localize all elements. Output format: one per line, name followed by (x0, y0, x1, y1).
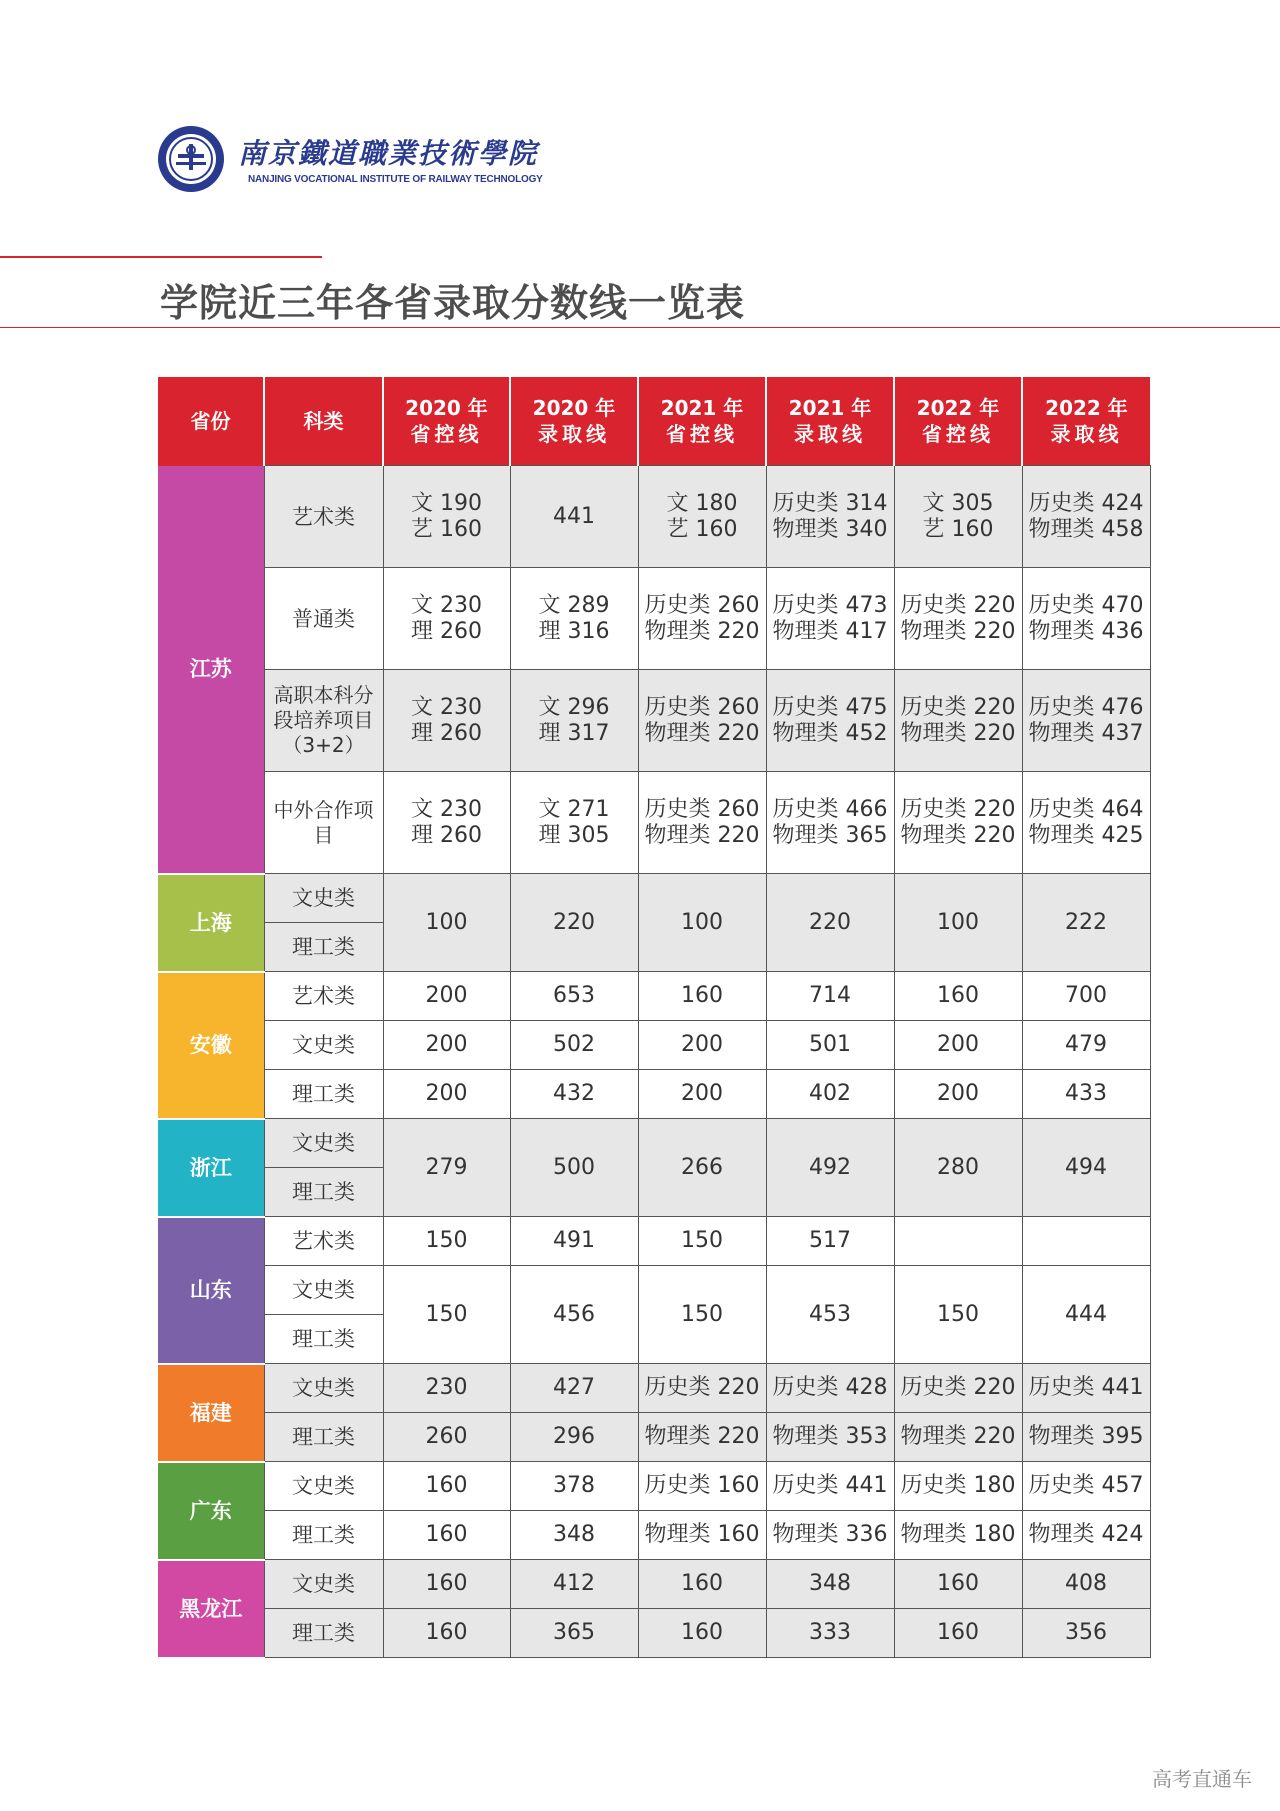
header-year: 2020 年 (405, 396, 488, 420)
score-line: 历史类 260 (644, 592, 760, 618)
category-cell: 理工类 (264, 1168, 383, 1217)
header-2020-control (383, 377, 510, 466)
score-cell: 物理类 336 (766, 1511, 894, 1560)
score-cell: 479 (1022, 1021, 1150, 1070)
score-cell: 279 (383, 1119, 510, 1217)
score-cell: 160 (638, 1609, 766, 1658)
score-cell: 432 (510, 1070, 638, 1119)
score-cell: 296 (510, 1413, 638, 1462)
score-cell: 160 (638, 1560, 766, 1609)
score-cell (1022, 466, 1150, 568)
score-line: 历史类 476 (1028, 694, 1144, 720)
score-cell: 物理类 220 (638, 1413, 766, 1462)
score-cell (1022, 670, 1150, 772)
school-name-en: NANJING VOCATIONAL INSTITUTE OF RAILWAY TECHNOLOGY (248, 174, 543, 185)
score-cell (383, 568, 510, 670)
province-cell: 浙江 (158, 1119, 264, 1217)
score-cell: 348 (510, 1511, 638, 1560)
score-cell: 160 (383, 1462, 510, 1511)
score-cell: 402 (766, 1070, 894, 1119)
table-row (158, 1413, 1150, 1462)
category-cell: 理工类 (264, 1070, 383, 1119)
score-line: 物理类 437 (1028, 720, 1144, 746)
province-cell: 黑龙江 (158, 1560, 264, 1658)
score-cell: 200 (894, 1070, 1022, 1119)
watermark: 高考直通车 (1152, 1767, 1252, 1791)
score-line: 历史类 260 (644, 694, 760, 720)
score-cell: 历史类 160 (638, 1462, 766, 1511)
score-cell: 物理类 395 (1022, 1413, 1150, 1462)
score-cell: 物理类 160 (638, 1511, 766, 1560)
table-row (158, 1511, 1150, 1560)
score-cell: 100 (638, 874, 766, 972)
header-province: 省份 (158, 377, 264, 466)
header-label: 录取线 (1050, 422, 1123, 446)
score-line: 物理类 220 (900, 822, 1016, 848)
score-cell: 200 (383, 1021, 510, 1070)
score-cell: 222 (1022, 874, 1150, 972)
score-line: 文 296 (538, 694, 610, 720)
province-cell: 上海 (158, 874, 264, 972)
score-line: 文 271 (538, 796, 610, 822)
score-cell (510, 772, 638, 874)
table-row (158, 972, 1150, 1021)
school-name-cn: 南京鐵道職業技術學院 (238, 137, 539, 170)
score-line: 历史类 220 (900, 796, 1016, 822)
score-line: 文 305 (922, 490, 994, 516)
table-row (158, 670, 1150, 772)
score-line: 物理类 425 (1028, 822, 1144, 848)
score-line: 441 (553, 503, 595, 529)
score-cell: 260 (383, 1413, 510, 1462)
table-row (158, 1560, 1150, 1609)
page-title: 学院近三年各省录取分数线一览表 (160, 281, 746, 325)
score-line: 物理类 220 (900, 720, 1016, 746)
header-year: 2021 年 (660, 396, 744, 420)
header-label: 省控线 (922, 422, 994, 446)
title-accent-rule (0, 256, 322, 258)
score-line: 艺 160 (666, 516, 738, 542)
score-line: 文 230 (411, 592, 482, 618)
score-cell (1022, 1217, 1150, 1266)
score-line: 历史类 466 (772, 796, 888, 822)
score-line: 艺 160 (411, 516, 482, 542)
score-cell: 266 (638, 1119, 766, 1217)
score-cell: 150 (894, 1266, 1022, 1364)
score-line: 物理类 220 (644, 720, 760, 746)
table-header-row (158, 377, 1150, 466)
score-cell: 历史类 220 (638, 1364, 766, 1413)
score-line: 物理类 220 (900, 618, 1016, 644)
score-line: 历史类 470 (1028, 592, 1144, 618)
province-cell: 福建 (158, 1364, 264, 1462)
score-cell: 333 (766, 1609, 894, 1658)
category-cell: 中外合作项目 (264, 772, 383, 874)
score-line: 历史类 314 (772, 490, 888, 516)
score-cell: 200 (894, 1021, 1022, 1070)
score-cell: 物理类 220 (894, 1413, 1022, 1462)
header-year: 2022 年 (1045, 396, 1128, 420)
score-cell: 历史类 457 (1022, 1462, 1150, 1511)
school-seal-icon (156, 124, 226, 194)
category-cell: 艺术类 (264, 466, 383, 568)
score-cell: 492 (766, 1119, 894, 1217)
score-cell: 历史类 428 (766, 1364, 894, 1413)
category-cell: 文史类 (264, 1560, 383, 1609)
header-label: 录取线 (538, 422, 610, 446)
score-cell (510, 466, 638, 568)
score-cell: 378 (510, 1462, 638, 1511)
score-line: 物理类 458 (1028, 516, 1144, 542)
score-cell: 280 (894, 1119, 1022, 1217)
score-cell (894, 568, 1022, 670)
score-line: 物理类 340 (772, 516, 888, 542)
category-cell: 艺术类 (264, 972, 383, 1021)
score-line: 物理类 417 (772, 618, 888, 644)
score-cell (766, 466, 894, 568)
header-2021-admission (766, 377, 894, 466)
category-cell: 理工类 (264, 923, 383, 972)
score-cell: 150 (638, 1217, 766, 1266)
score-line: 文 289 (538, 592, 610, 618)
score-line: 历史类 220 (900, 694, 1016, 720)
category-cell: 文史类 (264, 1462, 383, 1511)
score-cell (638, 772, 766, 874)
header-label: 省控线 (410, 422, 483, 446)
category-cell: 文史类 (264, 1021, 383, 1070)
province-cell: 山东 (158, 1217, 264, 1364)
score-cell: 501 (766, 1021, 894, 1070)
score-line: 文 230 (411, 694, 482, 720)
score-cell: 100 (894, 874, 1022, 972)
score-cell: 230 (383, 1364, 510, 1413)
score-line: 历史类 220 (900, 592, 1016, 618)
score-cell (383, 670, 510, 772)
table-row (158, 874, 1150, 923)
score-cell (383, 466, 510, 568)
header-2021-control (638, 377, 766, 466)
category-cell: 理工类 (264, 1413, 383, 1462)
table-row (158, 1364, 1150, 1413)
score-cell: 500 (510, 1119, 638, 1217)
score-cell: 160 (894, 972, 1022, 1021)
category-cell: 文史类 (264, 874, 383, 923)
category-cell: 理工类 (264, 1315, 383, 1364)
score-cell: 物理类 424 (1022, 1511, 1150, 1560)
score-cell: 456 (510, 1266, 638, 1364)
category-cell: 理工类 (264, 1609, 383, 1658)
score-cell: 160 (383, 1511, 510, 1560)
score-cell: 491 (510, 1217, 638, 1266)
score-cell: 历史类 441 (766, 1462, 894, 1511)
score-cell: 物理类 353 (766, 1413, 894, 1462)
title-underline-rule (0, 327, 1280, 328)
score-cell: 160 (638, 972, 766, 1021)
score-line: 理 317 (538, 720, 610, 746)
score-line: 历史类 475 (772, 694, 888, 720)
score-line: 物理类 365 (772, 822, 888, 848)
score-cell: 427 (510, 1364, 638, 1413)
score-cell: 160 (894, 1609, 1022, 1658)
table-row (158, 466, 1150, 568)
score-cell (766, 568, 894, 670)
score-line: 理 260 (411, 618, 482, 644)
score-line: 历史类 464 (1028, 796, 1144, 822)
score-cell: 502 (510, 1021, 638, 1070)
score-cell (638, 670, 766, 772)
table-row (158, 1266, 1150, 1315)
score-line: 理 316 (538, 618, 610, 644)
score-cell: 412 (510, 1560, 638, 1609)
score-line: 艺 160 (922, 516, 994, 542)
province-cell: 安徽 (158, 972, 264, 1119)
score-line: 理 305 (538, 822, 610, 848)
score-cell: 433 (1022, 1070, 1150, 1119)
header-year: 2022 年 (916, 396, 1000, 420)
score-cell: 220 (766, 874, 894, 972)
header-2020-admission (510, 377, 638, 466)
score-cell (894, 1217, 1022, 1266)
header-2022-admission (1022, 377, 1150, 466)
score-cell: 160 (383, 1609, 510, 1658)
table-row (158, 1021, 1150, 1070)
score-cell: 200 (383, 972, 510, 1021)
score-line: 物理类 220 (644, 618, 760, 644)
score-line: 物理类 452 (772, 720, 888, 746)
score-cell: 150 (638, 1266, 766, 1364)
category-cell: 艺术类 (264, 1217, 383, 1266)
score-cell: 200 (383, 1070, 510, 1119)
table-row (158, 1462, 1150, 1511)
score-cell: 356 (1022, 1609, 1150, 1658)
score-cell (1022, 772, 1150, 874)
table-row (158, 772, 1150, 874)
score-cell: 200 (638, 1070, 766, 1119)
score-cell: 160 (894, 1560, 1022, 1609)
score-cell: 物理类 180 (894, 1511, 1022, 1560)
header-label: 省控线 (666, 422, 738, 446)
score-line: 文 230 (411, 796, 482, 822)
score-cell (510, 670, 638, 772)
score-cell (766, 670, 894, 772)
score-cell (510, 568, 638, 670)
score-cell: 100 (383, 874, 510, 972)
score-cell: 653 (510, 972, 638, 1021)
table-row (158, 1609, 1150, 1658)
score-cell: 历史类 180 (894, 1462, 1022, 1511)
score-cell (766, 772, 894, 874)
category-cell: 高职本科分段培养项目（3+2） (264, 670, 383, 772)
score-line: 历史类 260 (644, 796, 760, 822)
score-cell (638, 466, 766, 568)
admission-score-table (158, 377, 1151, 1659)
score-cell: 714 (766, 972, 894, 1021)
category-cell: 文史类 (264, 1266, 383, 1315)
score-cell: 494 (1022, 1119, 1150, 1217)
score-cell: 444 (1022, 1266, 1150, 1364)
score-cell (638, 568, 766, 670)
province-cell: 广东 (158, 1462, 264, 1560)
score-line: 理 260 (411, 720, 482, 746)
category-cell: 普通类 (264, 568, 383, 670)
score-cell: 365 (510, 1609, 638, 1658)
table-row (158, 1217, 1150, 1266)
score-line: 理 260 (411, 822, 482, 848)
score-cell: 历史类 220 (894, 1364, 1022, 1413)
score-cell: 200 (638, 1021, 766, 1070)
score-cell: 150 (383, 1266, 510, 1364)
category-cell: 理工类 (264, 1511, 383, 1560)
score-cell (894, 772, 1022, 874)
header-year: 2020 年 (532, 396, 616, 420)
score-cell: 150 (383, 1217, 510, 1266)
header-label: 录取线 (794, 422, 866, 446)
score-cell (383, 772, 510, 874)
header-year: 2021 年 (788, 396, 872, 420)
score-line: 文 190 (411, 490, 482, 516)
table-row (158, 568, 1150, 670)
header-category: 科类 (264, 377, 383, 466)
score-cell: 700 (1022, 972, 1150, 1021)
table-row (158, 1070, 1150, 1119)
score-line: 文 180 (666, 490, 738, 516)
score-line: 物理类 220 (644, 822, 760, 848)
score-cell: 348 (766, 1560, 894, 1609)
table-row (158, 1119, 1150, 1168)
score-cell (894, 466, 1022, 568)
score-cell (894, 670, 1022, 772)
score-cell: 517 (766, 1217, 894, 1266)
score-cell (1022, 568, 1150, 670)
score-cell: 历史类 441 (1022, 1364, 1150, 1413)
score-line: 物理类 436 (1028, 618, 1144, 644)
category-cell: 文史类 (264, 1364, 383, 1413)
header-2022-control (894, 377, 1022, 466)
score-cell: 220 (510, 874, 638, 972)
score-cell: 160 (383, 1560, 510, 1609)
score-line: 历史类 473 (772, 592, 888, 618)
category-cell: 文史类 (264, 1119, 383, 1168)
score-cell: 453 (766, 1266, 894, 1364)
province-cell: 江苏 (158, 466, 264, 874)
score-cell: 408 (1022, 1560, 1150, 1609)
score-line: 历史类 424 (1028, 490, 1144, 516)
